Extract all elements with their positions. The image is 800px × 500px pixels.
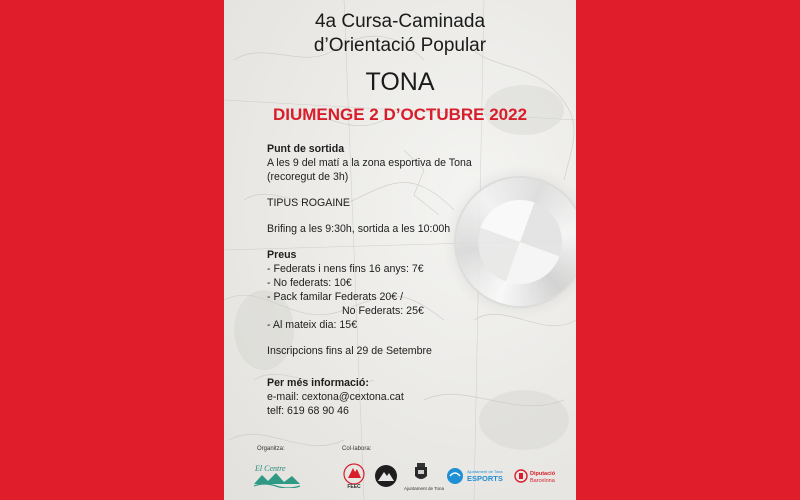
start-location: A les 9 del matí a la zona esportiva de Tona bbox=[267, 157, 472, 169]
event-title-line2: d’Orientació Popular bbox=[313, 35, 487, 56]
price-item: No Federats: 25€ bbox=[342, 305, 424, 317]
contact-phone: telf: 619 68 90 46 bbox=[267, 405, 349, 417]
el-centre-logo-text: El Centre bbox=[255, 464, 286, 473]
briefing-time: Brifing a les 9:30h, sortida a les 10:00h bbox=[267, 223, 451, 235]
contact-email: e-mail: cextona@cextona.cat bbox=[267, 391, 404, 403]
esports-logo-caption: Ajuntament de Tona bbox=[467, 469, 503, 474]
ajuntament-tona-crest-logo bbox=[410, 462, 432, 484]
mountain-club-logo bbox=[374, 464, 398, 488]
event-title-line1: 4a Cursa-Caminada bbox=[314, 11, 486, 32]
ajuntament-tona-caption: Ajuntament de Tona bbox=[404, 486, 444, 491]
diputacio-logo-line2: Barcelona bbox=[530, 478, 555, 484]
collaborator-label: Col·labora: bbox=[342, 446, 372, 452]
event-poster bbox=[224, 0, 576, 500]
esports-logo-text: ESPORTS bbox=[467, 474, 503, 483]
diputacio-logo-line1: Diputació bbox=[530, 471, 556, 477]
feec-logo bbox=[342, 462, 366, 490]
price-item: - Federats i nens fins 16 anys: 7€ bbox=[267, 263, 424, 275]
price-item: - No federats: 10€ bbox=[267, 277, 352, 289]
event-town: TONA bbox=[365, 68, 435, 96]
info-heading: Per més informació: bbox=[267, 377, 369, 389]
start-duration: (recoregut de 3h) bbox=[267, 171, 349, 183]
feec-logo-text: FEEC bbox=[347, 484, 361, 490]
race-type: TIPUS ROGAINE bbox=[267, 197, 350, 209]
event-date: DIUMENGE 2 D’OCTUBRE 2022 bbox=[272, 105, 528, 124]
event-details bbox=[267, 142, 567, 418]
price-item: - Al mateix dia: 15€ bbox=[267, 319, 358, 331]
registration-deadline: Inscripcions fins al 29 de Setembre bbox=[267, 345, 432, 357]
prices-heading: Preus bbox=[267, 249, 297, 261]
el-centre-logo bbox=[252, 462, 302, 488]
price-item: - Pack familar Federats 20€ / bbox=[267, 291, 404, 303]
diputacio-barcelona-logo bbox=[514, 466, 570, 486]
start-heading: Punt de sortida bbox=[267, 143, 345, 155]
tona-esports-logo bbox=[446, 466, 508, 486]
organizer-label: Organitza: bbox=[257, 446, 285, 452]
